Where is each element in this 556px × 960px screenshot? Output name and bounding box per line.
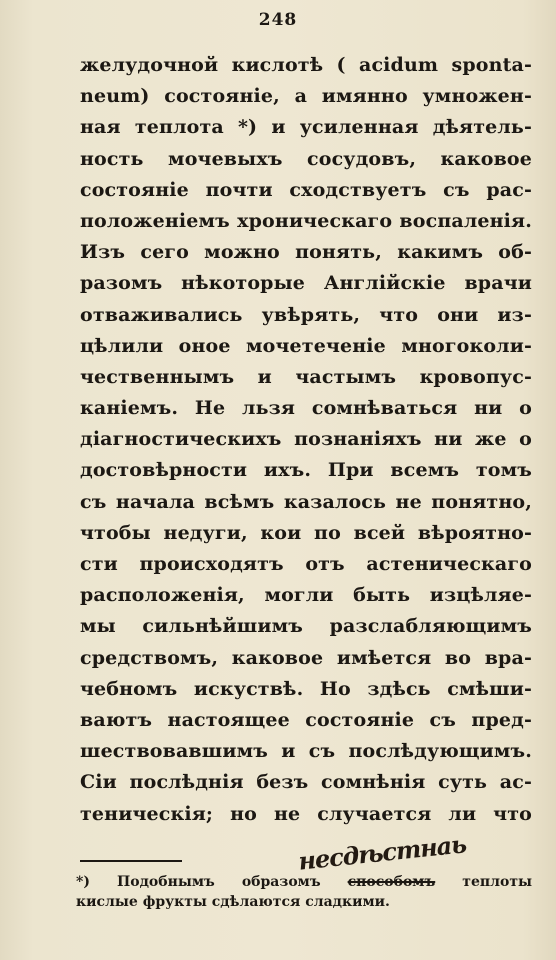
footnote-divider — [80, 860, 182, 862]
text-line: чественнымъ и частымъ кровопус- — [80, 365, 532, 388]
text-line: состояніе почти сходствуетъ съ рас- — [80, 178, 532, 201]
text-line: мы сильнѣйшимъ разслабляющимъ — [80, 615, 532, 638]
footnote-line: кислые фрукты сдѣлаются сладкими. — [76, 894, 390, 910]
text-line: каніемъ. Не льзя сомнѣваться ни о — [80, 397, 532, 420]
text-line: разомъ нѣкоторые Англійскіе врачи — [80, 272, 532, 295]
text-line: ваютъ настоящее состояніе съ пред- — [80, 708, 532, 731]
footnote-marker: *) — [76, 874, 90, 890]
text-line: расположенія, могли быть изцѣляе- — [80, 584, 532, 607]
text-line: діагностическихъ познаніяхъ ни же о — [80, 428, 532, 451]
text-line: цѣлили оное мочетеченіе многоколи- — [80, 334, 532, 357]
text-line: отваживались увѣрять, что они из- — [80, 303, 532, 326]
handwritten-annotation: несдѣстнаь — [296, 829, 468, 876]
text-line: съ начала всѣмъ казалось не понятно, — [80, 490, 532, 513]
text-line: желудочной кислотѣ ( acidum sponta- — [80, 54, 532, 76]
text-line: чебномъ искуствѣ. Но здѣсь смѣши- — [80, 677, 532, 700]
footnote-line — [76, 872, 532, 892]
text-line: Изъ сего можно понять, какимъ об- — [80, 241, 532, 264]
text-line: ность мочевыхъ сосудовъ, каковое — [80, 147, 532, 170]
page-number: 248 — [258, 10, 298, 30]
text-line: положеніемъ хроническаго воспаленія. — [80, 209, 532, 232]
footnote-text-end: теплоты — [462, 874, 532, 890]
text-line: теническія; но не случается ли что — [80, 802, 532, 825]
text-line: средствомъ, каковое имѣется во вра- — [80, 646, 532, 669]
body-text — [80, 50, 532, 830]
text-line: достовѣрности ихъ. При всемъ томъ — [80, 459, 532, 482]
struck-word: способомъ — [347, 874, 436, 890]
footnote-text-start: Подобнымъ образомъ — [117, 874, 321, 890]
text-line: ная теплота *) и усиленная дѣятель- — [80, 116, 532, 139]
footnote — [76, 872, 532, 912]
text-line: neum) состояніе, а имянно умножен- — [80, 85, 532, 108]
text-line: Сіи послѣднія безъ сомнѣнія суть ас- — [80, 771, 532, 794]
text-line: шествовавшимъ и съ послѣдующимъ. — [80, 740, 532, 763]
text-line: чтобы недуги, кои по всей вѣроятно- — [80, 521, 532, 544]
text-line: сти происходятъ отъ астеническаго — [80, 553, 532, 575]
